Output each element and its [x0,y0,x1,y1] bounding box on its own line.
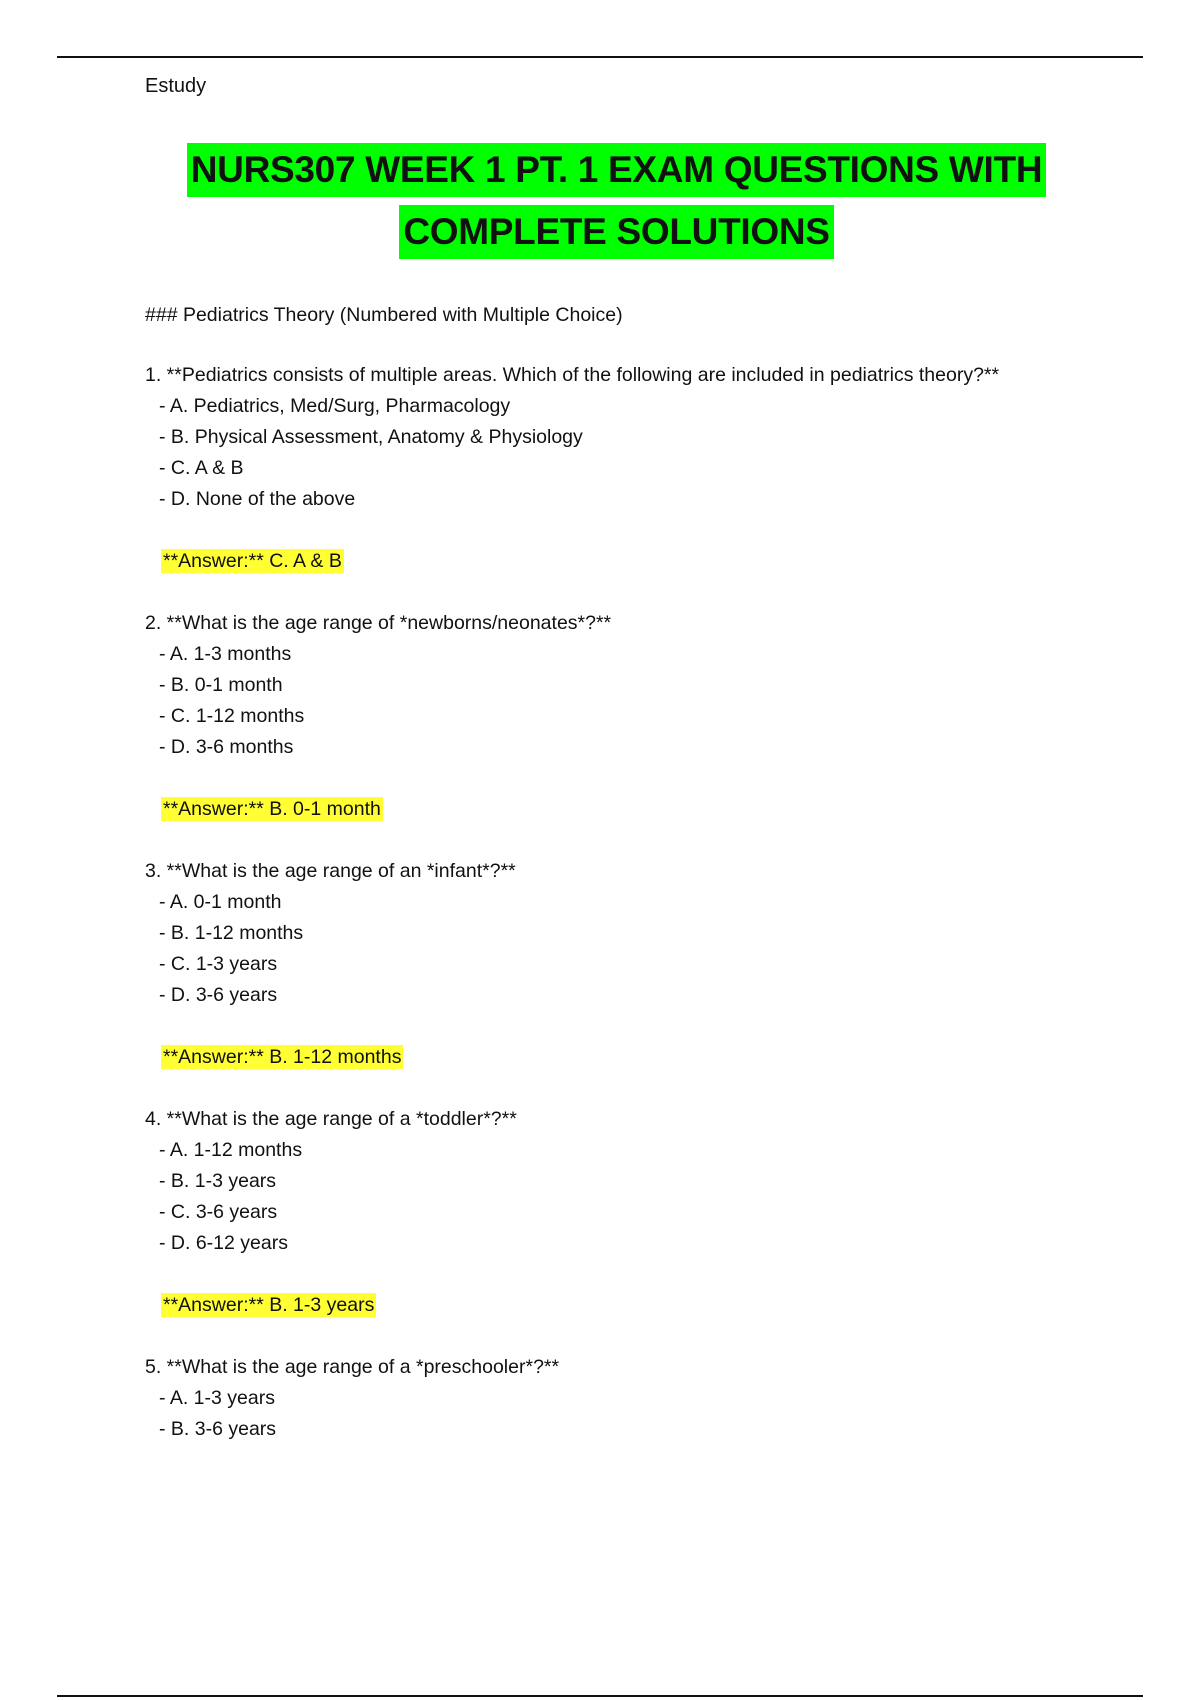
option-list [159,887,1145,1011]
option-item: - A. 1-3 years [159,1387,275,1409]
header-label: Estudy [145,75,207,97]
question-text: 3. **What is the age range of an *infant*?** [145,860,516,882]
question-text: 2. **What is the age range of *newborns/neonates*?** [145,612,612,634]
option-list [159,1135,1145,1259]
option-list [159,391,1145,515]
option-item: - A. 1-3 months [159,643,292,665]
title-line-2: COMPLETE SOLUTIONS [399,205,833,259]
option-item: - B. 1-12 months [159,922,304,944]
answer-line [161,1290,1145,1321]
option-list [159,639,1145,763]
question-text: 4. **What is the age range of a *toddler*?** [145,1108,517,1130]
title-line-1: NURS307 WEEK 1 PT. 1 EXAM QUESTIONS WITH [187,143,1046,197]
option-item: - D. 3-6 months [159,736,294,758]
question-text: 1. **Pediatrics consists of multiple areas. Which of the following are included in pediatrics theory?** [145,364,1000,386]
option-list [159,1383,1145,1445]
section-heading: ### Pediatrics Theory (Numbered with Multiple Choice) [145,304,623,326]
answer-highlight [161,1045,403,1069]
option-item: - C. 3-6 years [159,1201,278,1223]
answer-prefix: **Answer:** [163,1046,264,1068]
answer-line [161,1042,1145,1073]
option-item: - B. 0-1 month [159,674,283,696]
option-item: - C. 1-12 months [159,705,305,727]
question-text: 5. **What is the age range of a *preschooler*?** [145,1356,560,1378]
option-item: - D. 3-6 years [159,984,278,1006]
answer-value: B. 0-1 month [263,798,381,820]
option-item: - B. Physical Assessment, Anatomy & Physiology [159,426,583,448]
option-item: - B. 3-6 years [159,1418,277,1440]
option-item: - A. 1-12 months [159,1139,303,1161]
question-3 [145,856,1145,1073]
answer-line [161,794,1145,825]
answer-highlight [161,797,383,821]
answer-highlight [161,1293,376,1317]
question-2 [145,608,1145,825]
header-rule [57,56,1143,58]
question-1 [145,360,1145,577]
option-item: - C. 1-3 years [159,953,278,975]
option-item: - A. 0-1 month [159,891,282,913]
document-title [0,143,1200,259]
answer-prefix: **Answer:** [163,550,264,572]
answer-highlight [161,549,344,573]
option-item: - A. Pediatrics, Med/Surg, Pharmacology [159,395,511,417]
answer-value: B. 1-12 months [263,1046,402,1068]
answer-value: B. 1-3 years [263,1294,375,1316]
answer-prefix: **Answer:** [163,1294,264,1316]
answer-line [161,546,1145,577]
question-4 [145,1104,1145,1321]
footer-rule [57,1695,1143,1697]
answer-value: C. A & B [263,550,342,572]
answer-prefix: **Answer:** [163,798,264,820]
option-item: - B. 1-3 years [159,1170,277,1192]
document-body [145,300,1145,1445]
question-5 [145,1352,1145,1445]
option-item: - D. None of the above [159,488,356,510]
option-item: - C. A & B [159,457,244,479]
option-item: - D. 6-12 years [159,1232,288,1254]
